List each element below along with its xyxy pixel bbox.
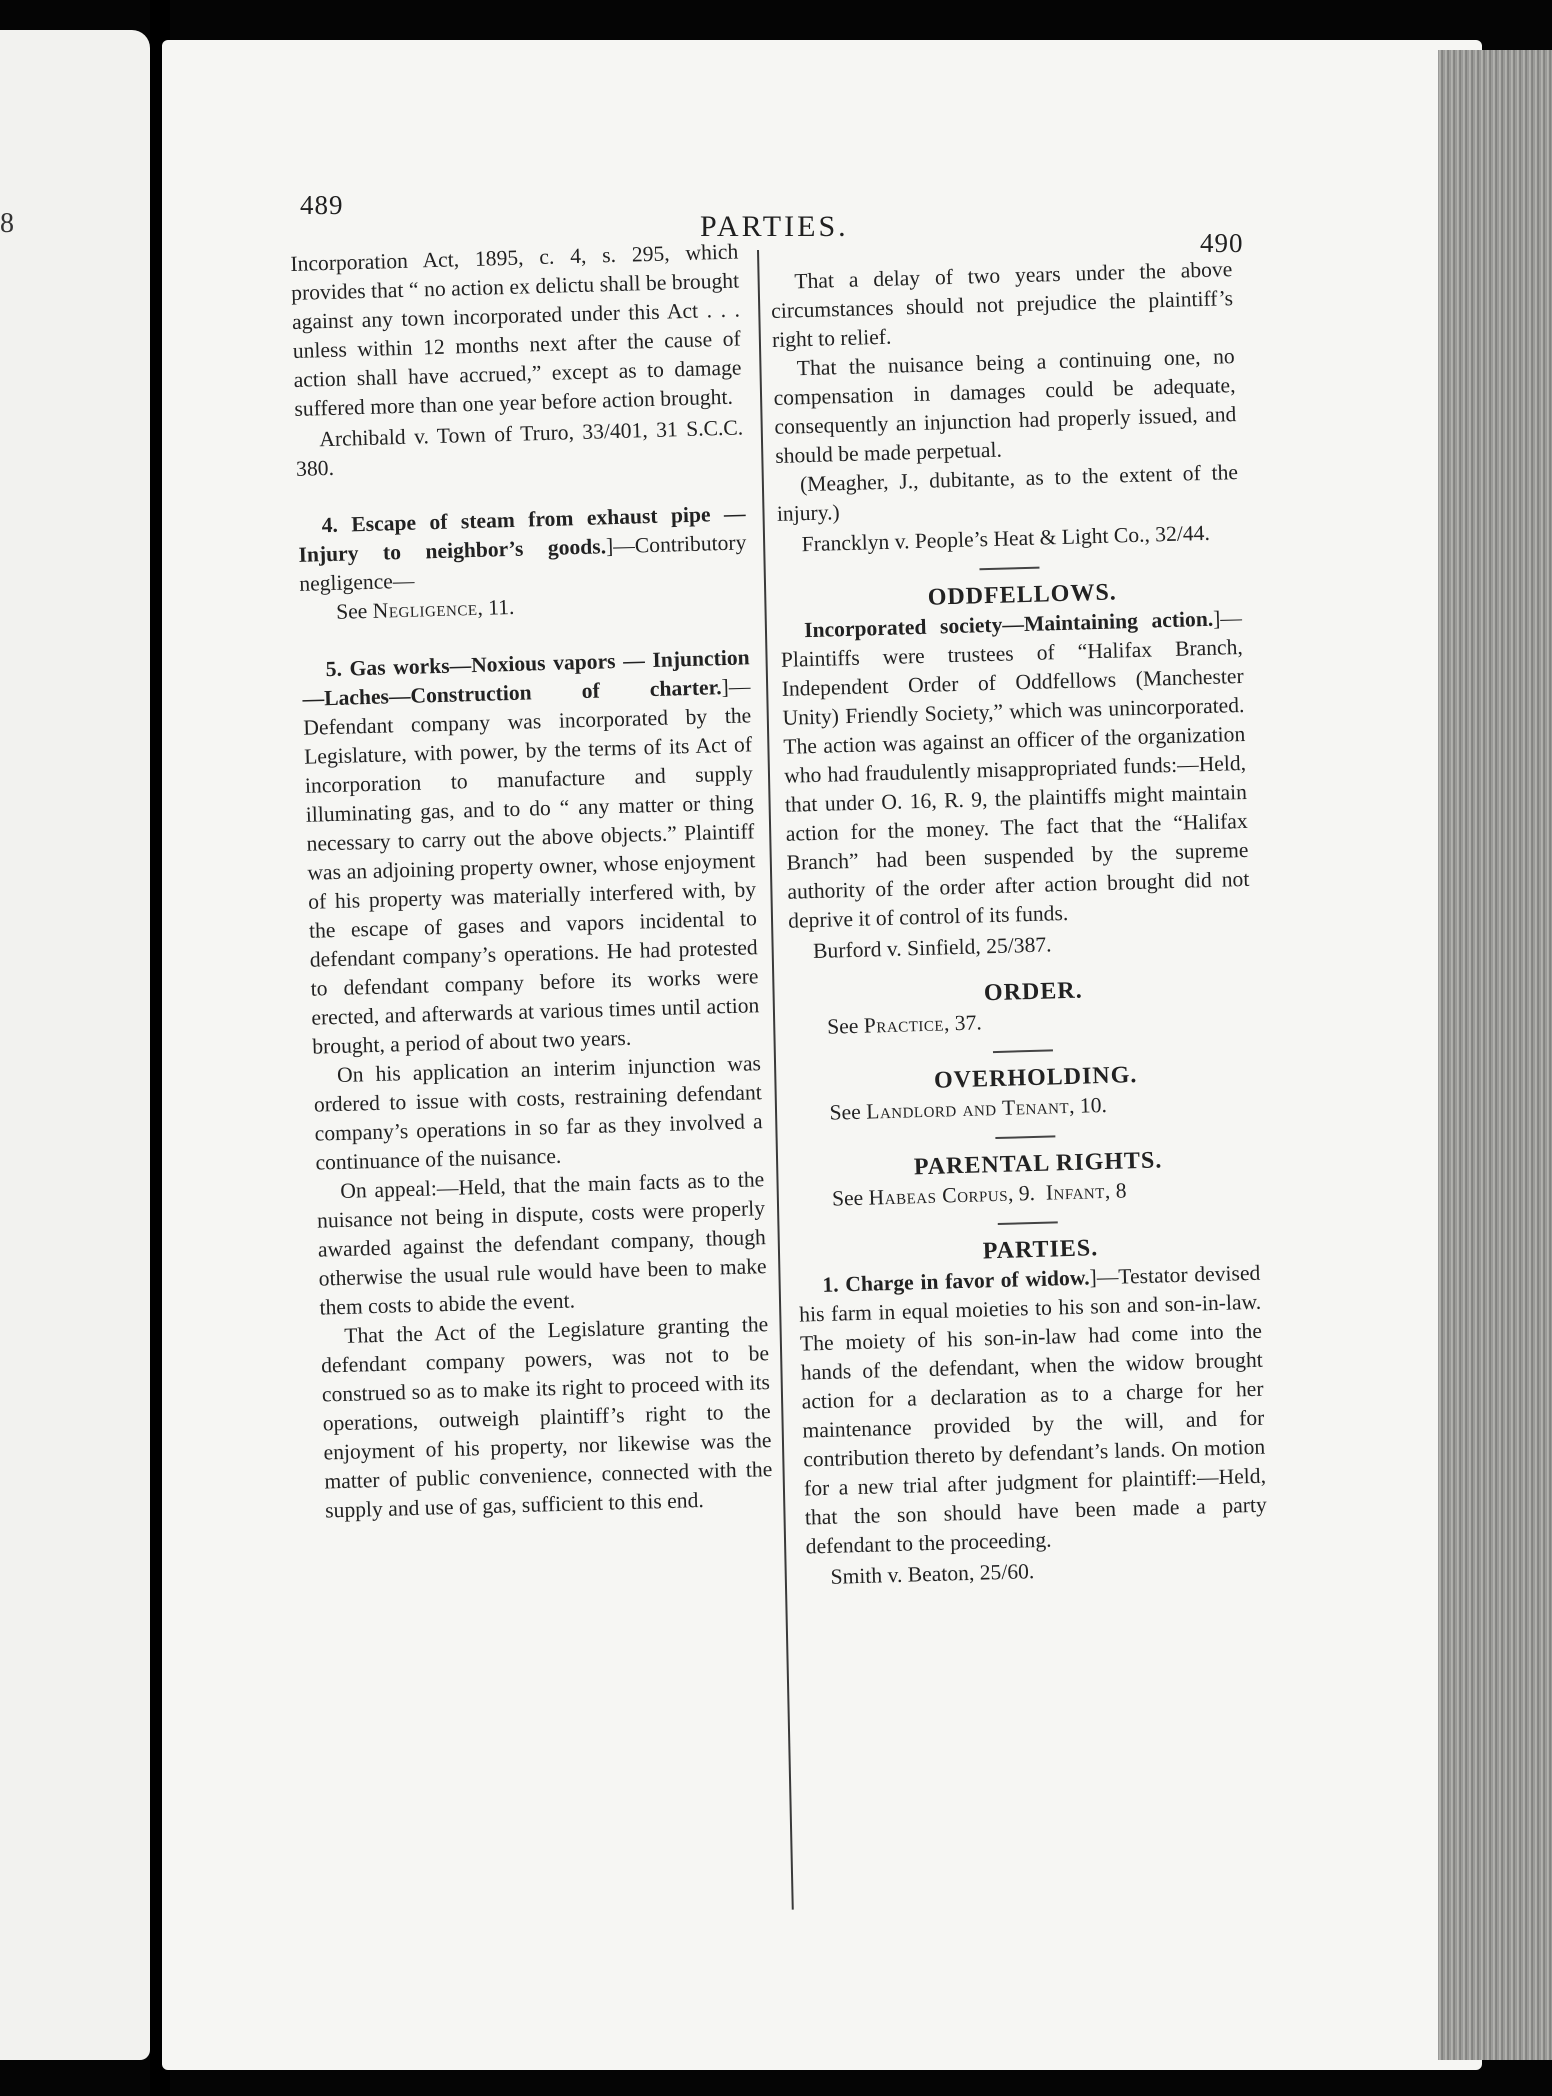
entry-heading: 5. Gas works—Noxious vapors — Injunction—Laches—Construction of charter.	[302, 645, 750, 711]
see-number: , 9.	[1007, 1180, 1036, 1206]
citation: Archibald v. Town of Truro, 33/401, 31 S.C.C. 380.	[295, 415, 744, 481]
entry-4	[297, 499, 747, 598]
facing-page-left	[0, 30, 150, 2060]
see-reference: Habeas Corpus	[868, 1181, 1009, 1210]
entry-heading: 4. Escape of steam from exhaust pipe —Injury to neighbor’s goods.	[298, 501, 746, 567]
paragraph: (Meagher, J., dubitante, as to the extent of the injury.)	[776, 460, 1239, 526]
entry-heading: 1. Charge in favor of widow.	[822, 1265, 1090, 1297]
entry-parties-1	[798, 1259, 1268, 1562]
section-rule	[979, 567, 1039, 571]
entry-oddfellows	[780, 604, 1251, 936]
section-heading-overholding: OVERHOLDING.	[933, 1062, 1138, 1094]
entry-5	[301, 643, 760, 1061]
section-rule	[995, 1135, 1055, 1139]
citation: Francklyn v. People’s Heat & Light Co., 32/44.	[801, 520, 1211, 557]
see-number: , 10.	[1068, 1092, 1108, 1118]
see-number: , 11.	[477, 594, 515, 620]
left-column	[290, 237, 773, 1525]
see-label: See	[831, 1185, 864, 1211]
section-heading-order: ORDER.	[983, 977, 1083, 1007]
see-reference: Infant	[1045, 1179, 1106, 1205]
entry-heading: Incorporated society—Maintaining action.	[803, 606, 1214, 643]
paragraph: That the Act of the Legislature granting the defendant company powers, was not to be construed so as to make its right to proceed with its operations, outweigh plaintiff’s right to the enjoyment of his property, nor likewise was the matter of public convenience, connected with the supply and use of gas, sufficient to this end.	[320, 1312, 773, 1523]
running-head: PARTIES.	[700, 210, 849, 243]
right-column	[770, 255, 1269, 1592]
paragraph: That a delay of two years under the above circumstances should not prejudice the plaintiff’s right to relief.	[770, 257, 1234, 352]
see-label: See	[829, 1099, 862, 1125]
facing-page-margin-mark: 8	[0, 208, 14, 239]
paragraph: On his application an interim injunction was ordered to issue with costs, restraining defendant company’s operations in so far as they involved a continuance of the nuisance.	[313, 1051, 763, 1175]
entry-text: ]—Contributory negligence—	[298, 530, 747, 596]
page-number-left: 489	[300, 190, 344, 220]
citation: Smith v. Beaton, 25/60.	[830, 1559, 1035, 1589]
section-heading-parental-rights: PARENTAL RIGHTS.	[913, 1147, 1163, 1181]
section-rule	[998, 1221, 1058, 1225]
paragraph: Incorporation Act, 1895, c. 4, s. 295, which provides that “ no action ex delictu shall be brought against any town incorporated under this Act . . . unless within 12 months next after the cause of action shall have accrued,” except as to damage suffered more than one year before action brought.	[290, 239, 742, 421]
see-reference: Landlord and Tenant	[865, 1093, 1070, 1124]
see-number: , 8	[1104, 1178, 1127, 1204]
section-heading-parties: PARTIES.	[982, 1235, 1099, 1265]
see-reference: Practice	[863, 1011, 945, 1038]
paragraph: That the nuisance being a continuing one, no compensation in damages could be adequate, consequently an injunction had properly issued, and should be made perpetual.	[773, 344, 1237, 468]
paragraph: On appeal:—Held, that the main facts as to the nuisance not being in dispute, costs were properly awarded against the defendant company, though otherwise the usual rule would have been to make them costs to abide the event.	[316, 1167, 767, 1320]
see-label: See	[826, 1013, 859, 1039]
see-number: , 37.	[943, 1010, 983, 1036]
section-rule	[993, 1049, 1053, 1053]
see-reference: Negligence	[372, 595, 478, 623]
citation: Burford v. Sinfield, 25/387.	[812, 932, 1052, 964]
page-number-right: 490	[1200, 228, 1244, 258]
entry-text: ]—Plaintiffs were trustees of “Halifax Branch, Independent Order of Oddfellows (Manchester Unity) Friendly Society,” which was unincorporated. The action was against an officer of the organization who had fraudulently misappropriated funds:—Held, that under O. 16, R. 9, the plaintiffs might maintain action for the money. The fact that the “Halifax Branch” had been suspended by the supreme authority of the order after action brought did not deprive it of control of its funds.	[780, 605, 1250, 933]
entry-text: ]—Defendant company was incorporated by the Legislature, with power, by the terms of its Act of incorporation to manufacture and supply illuminating gas, and to do “ any matter or thing necessary to carry out the above objects.” Plaintiff was an adjoining property owner, whose enjoyment of his property was materially interfered with, by the escape of gases and vapors incidental to defendant company’s operations. He had protested to defendant company before its works were erected, and afterwards at various times until action brought, a period of about two years.	[303, 674, 760, 1059]
section-heading-oddfellows: ODDFELLOWS.	[927, 579, 1118, 611]
see-label: See	[335, 598, 368, 624]
page-edge-stack	[1438, 50, 1552, 2060]
entry-text: ]—Testator devised his farm in equal moieties to his son and son-in-law. The moiety of his son-in-law had come into the hands of the defendant, when the widow brought action for a declaration as to a charge for her maintenance provided by the will, and for contribution thereto by defendant’s lands. On motion for a new trial after judgment for plaintiff:—Held, that the son should have been made a party defendant to the proceeding.	[798, 1260, 1268, 1559]
